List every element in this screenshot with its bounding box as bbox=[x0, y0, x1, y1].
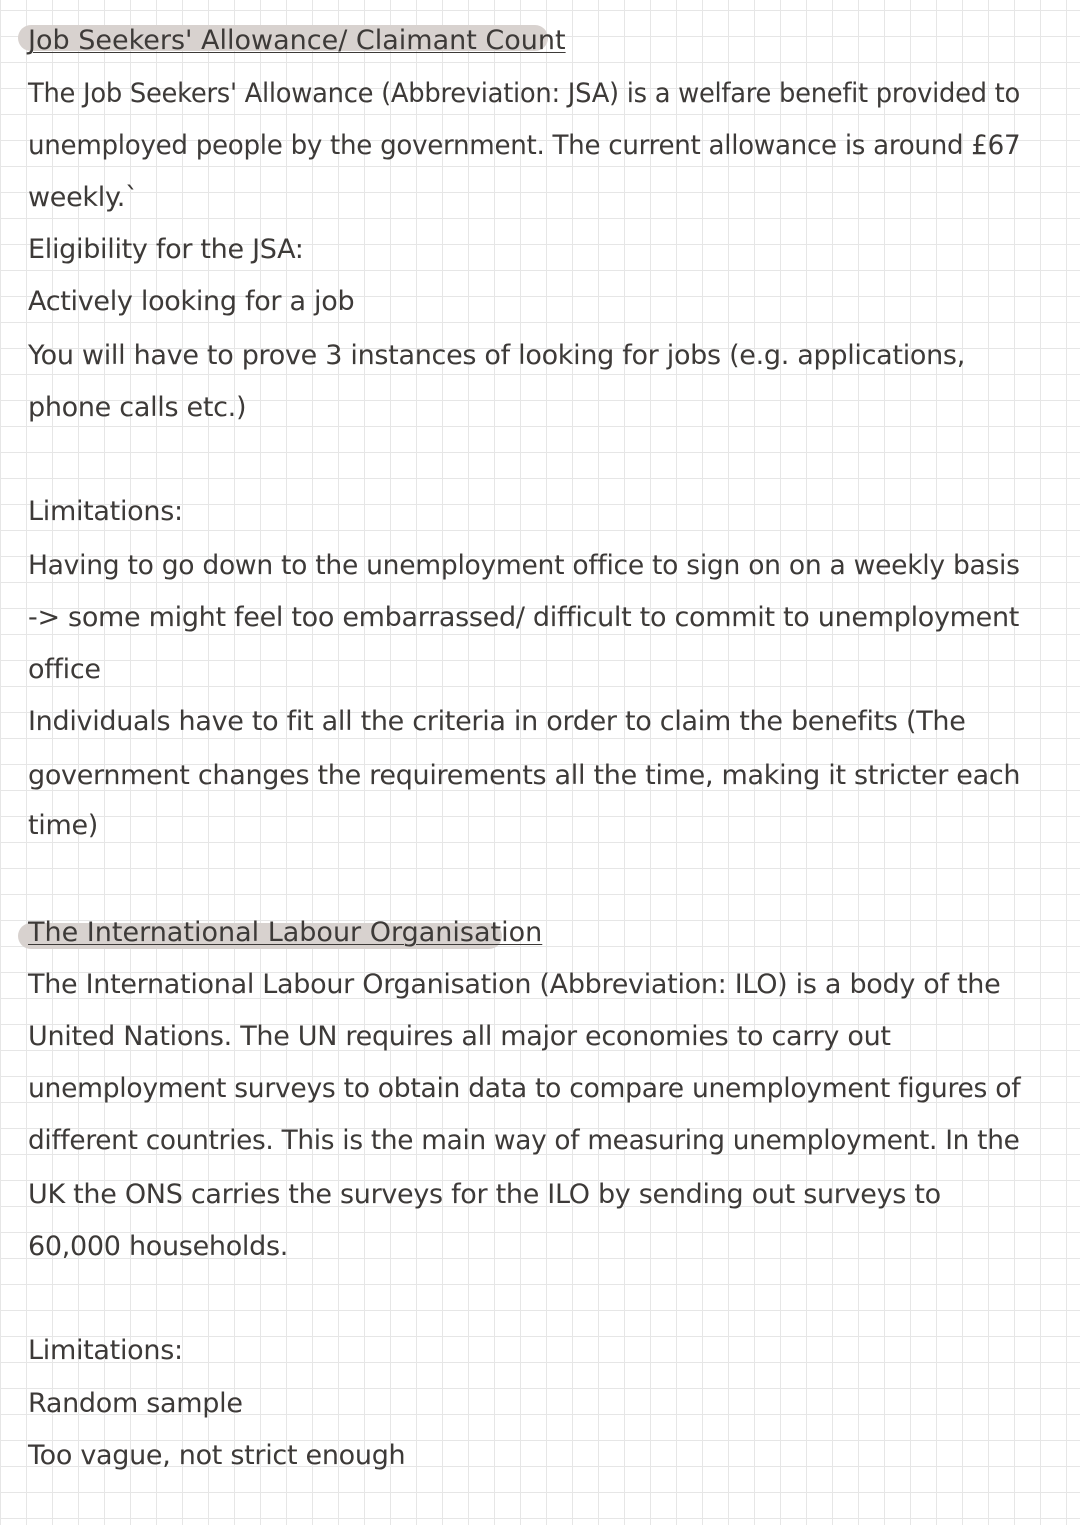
ilo-line-1: The International Labour Organisation (Abbreviation: ILO) is a body of the bbox=[28, 969, 1001, 1000]
jsa-limitation-3: office bbox=[28, 654, 101, 685]
jsa-line-3: weekly.` bbox=[28, 182, 139, 213]
jsa-eligibility-3: phone calls etc.) bbox=[28, 392, 247, 423]
jsa-limitation-6: time) bbox=[28, 810, 99, 841]
jsa-eligibility-label: Eligibility for the JSA: bbox=[28, 234, 304, 265]
jsa-limitation-4: Individuals have to fit all the criteria in order to claim the benefits (The bbox=[28, 706, 966, 737]
ilo-line-5: UK the ONS carries the surveys for the ILO by sending out surveys to bbox=[28, 1179, 941, 1210]
ilo-limitations-label: Limitations: bbox=[28, 1335, 183, 1366]
jsa-limitations-label: Limitations: bbox=[28, 496, 183, 527]
ilo-line-3: unemployment surveys to obtain data to compare unemployment figures of bbox=[28, 1073, 1021, 1104]
jsa-heading: Job Seekers' Allowance/ Claimant Count bbox=[28, 25, 566, 56]
jsa-eligibility-1: Actively looking for a job bbox=[28, 286, 355, 317]
ilo-line-6: 60,000 households. bbox=[28, 1231, 288, 1262]
ilo-limitation-2: Too vague, not strict enough bbox=[28, 1440, 406, 1471]
ilo-line-2: United Nations. The UN requires all major economies to carry out bbox=[28, 1021, 891, 1052]
ilo-heading: The International Labour Organisation bbox=[28, 917, 543, 948]
ilo-limitation-1: Random sample bbox=[28, 1388, 243, 1419]
jsa-line-2: unemployed people by the government. The current allowance is around £67 bbox=[28, 130, 1021, 161]
jsa-limitation-1: Having to go down to the unemployment office to sign on on a weekly basis bbox=[28, 550, 1020, 581]
jsa-line-1: The Job Seekers' Allowance (Abbreviation: JSA) is a welfare benefit provided to bbox=[28, 78, 1021, 109]
jsa-limitation-5: government changes the requirements all the time, making it stricter each bbox=[28, 760, 1021, 791]
jsa-limitation-2: -> some might feel too embarrassed/ difficult to commit to unemployment bbox=[28, 602, 1020, 633]
ilo-line-4: different countries. This is the main way of measuring unemployment. In the bbox=[28, 1125, 1020, 1156]
jsa-eligibility-2: You will have to prove 3 instances of looking for jobs (e.g. applications, bbox=[28, 340, 965, 371]
